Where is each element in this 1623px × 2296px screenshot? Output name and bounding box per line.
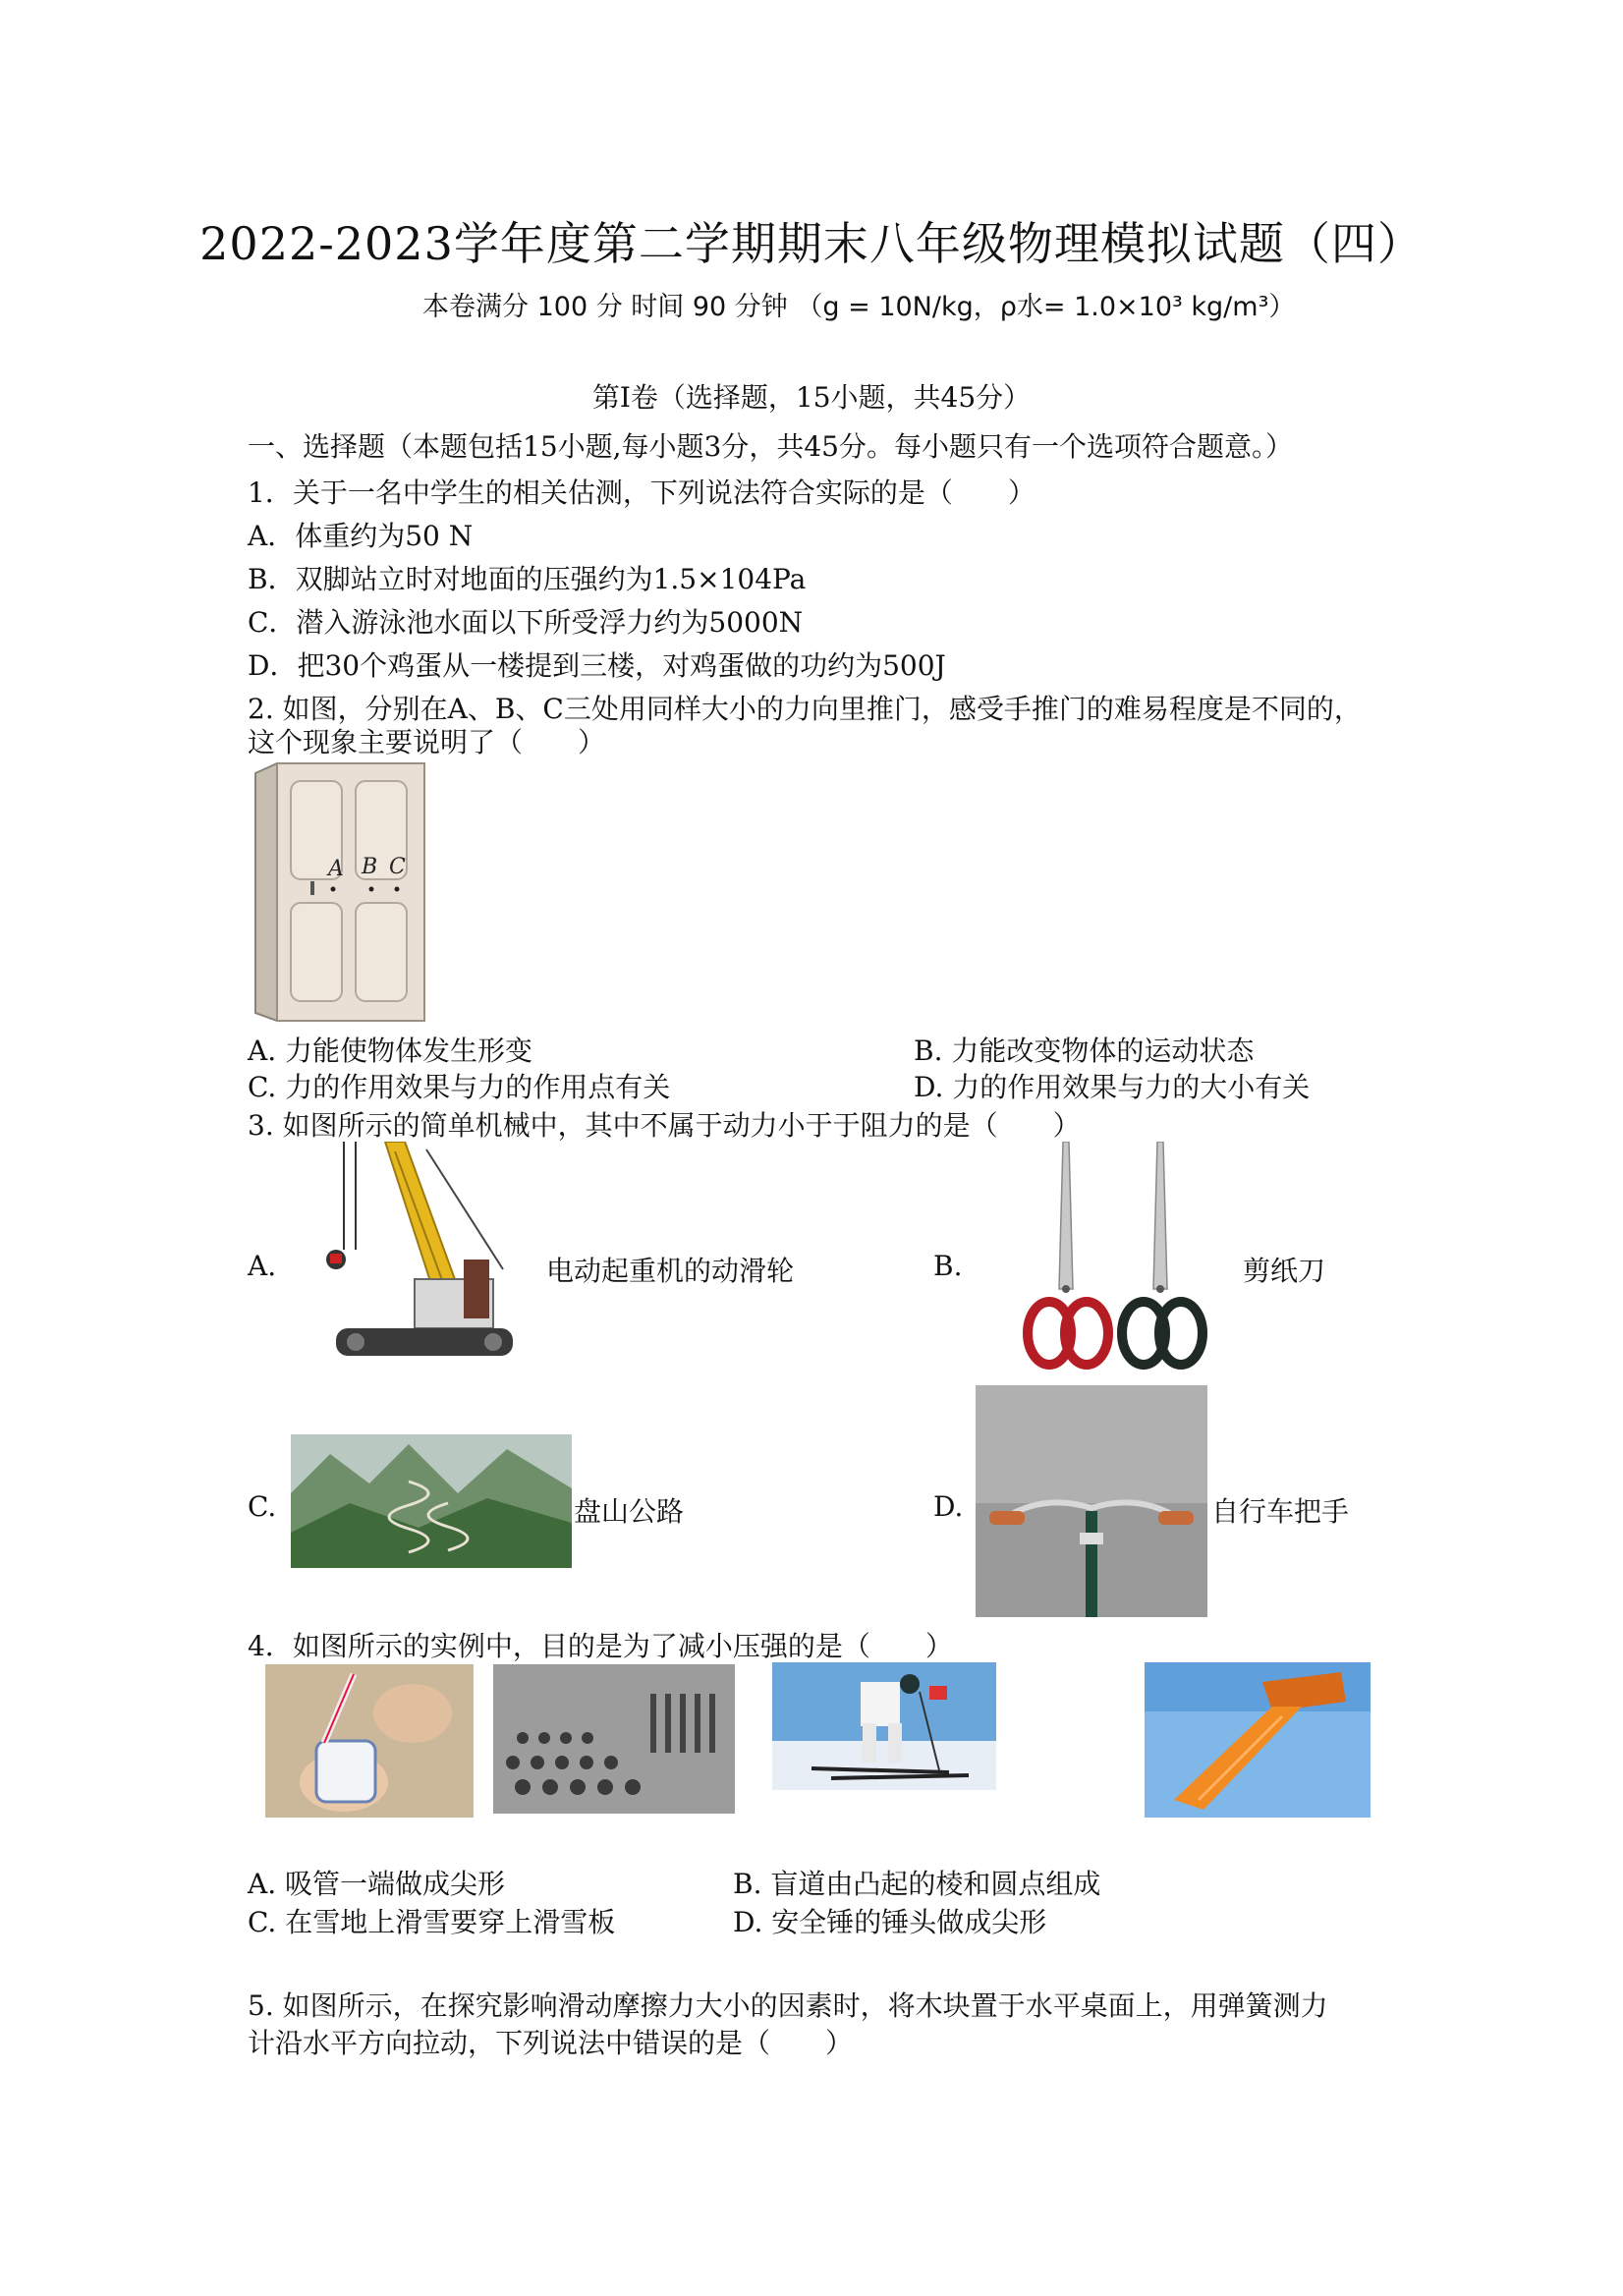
- q4-option-a: A. 吸管一端做成尖形: [248, 1868, 506, 1900]
- scissors-image: [1012, 1142, 1238, 1377]
- q2-option-c: C. 力的作用效果与力的作用点有关: [248, 1071, 671, 1103]
- q4-stem: 4．如图所示的实例中，目的是为了减小压强的是（ ）: [248, 1630, 953, 1662]
- crane-image: [316, 1142, 532, 1377]
- q1-option-d: D．把30个鸡蛋从一楼提到三楼，对鸡蛋做的功约为500J: [248, 649, 946, 682]
- q3-option-b-text: 剪纸刀: [1243, 1255, 1326, 1287]
- q3-option-a-letter: A.: [248, 1250, 277, 1282]
- q3-option-d-text: 自行车把手: [1211, 1495, 1350, 1528]
- q3-option-c-letter: C.: [248, 1490, 277, 1523]
- door-figure: [252, 759, 428, 1025]
- door-label-b: B: [362, 855, 378, 879]
- q1-option-c: C．潜入游泳池水面以下所受浮力约为5000N: [248, 606, 804, 639]
- q2-option-d: D. 力的作用效果与力的大小有关: [914, 1071, 1311, 1103]
- q5-stem-line1: 5. 如图所示，在探究影响滑动摩擦力大小的因素时，将木块置于水平桌面上，用弹簧测力: [248, 1989, 1328, 2022]
- q3-stem: 3. 如图所示的简单机械中，其中不属于动力小于于阻力的是（ ）: [248, 1109, 1081, 1142]
- safety-hammer-image: [1145, 1662, 1371, 1818]
- q2-option-a: A. 力能使物体发生形变: [248, 1035, 533, 1067]
- q3-option-b-letter: B.: [933, 1250, 963, 1282]
- q4-option-b: B. 盲道由凸起的棱和圆点组成: [733, 1868, 1101, 1900]
- q2-stem-line1: 2. 如图，分别在A、B、C三处用同样大小的力向里推门，感受手推门的难易程度是不同的，: [248, 693, 1362, 725]
- q4-option-d: D. 安全锤的锤头做成尖形: [733, 1906, 1047, 1938]
- q5-stem-line2: 计沿水平方向拉动，下列说法中错误的是（ ）: [248, 2027, 854, 2059]
- bicycle-handle-image: [976, 1385, 1207, 1617]
- q2-stem-line2: 这个现象主要说明了（ ）: [248, 726, 606, 758]
- q1-option-b: B．双脚站立时对地面的压强约为1.5×104Pa: [248, 563, 807, 595]
- q3-option-c-text: 盘山公路: [574, 1495, 685, 1528]
- ski-image: [772, 1662, 996, 1790]
- q4-option-c: C. 在雪地上滑雪要穿上滑雪板: [248, 1906, 616, 1938]
- section-title: 第Ⅰ卷（选择题，15小题，共45分）: [591, 381, 1032, 414]
- page-title: 2022-2023学年度第二学期期末八年级物理模拟试题（四）: [199, 217, 1424, 270]
- exam-info: 本卷满分 100 分 时间 90 分钟 （g = 10N/kg，ρ水= 1.0×10³ kg/m³）: [422, 292, 1296, 322]
- q2-option-b: B. 力能改变物体的运动状态: [914, 1035, 1255, 1067]
- mountain-road-image: [291, 1434, 572, 1568]
- door-label-c: C: [389, 855, 406, 879]
- q3-option-a-text: 电动起重机的动滑轮: [546, 1255, 795, 1287]
- part-heading: 一、选择题（本题包括15小题,每小题3分，共45分。每小题只有一个选项符合题意。）: [248, 430, 1293, 463]
- door-label-a: A: [328, 857, 344, 881]
- tactile-paving-image: [493, 1664, 735, 1814]
- q1-stem: 1．关于一名中学生的相关估测，下列说法符合实际的是（ ）: [248, 476, 1035, 509]
- straw-cup-image: [265, 1664, 474, 1818]
- q1-option-a: A．体重约为50 N: [248, 520, 474, 552]
- q3-option-d-letter: D.: [933, 1490, 964, 1523]
